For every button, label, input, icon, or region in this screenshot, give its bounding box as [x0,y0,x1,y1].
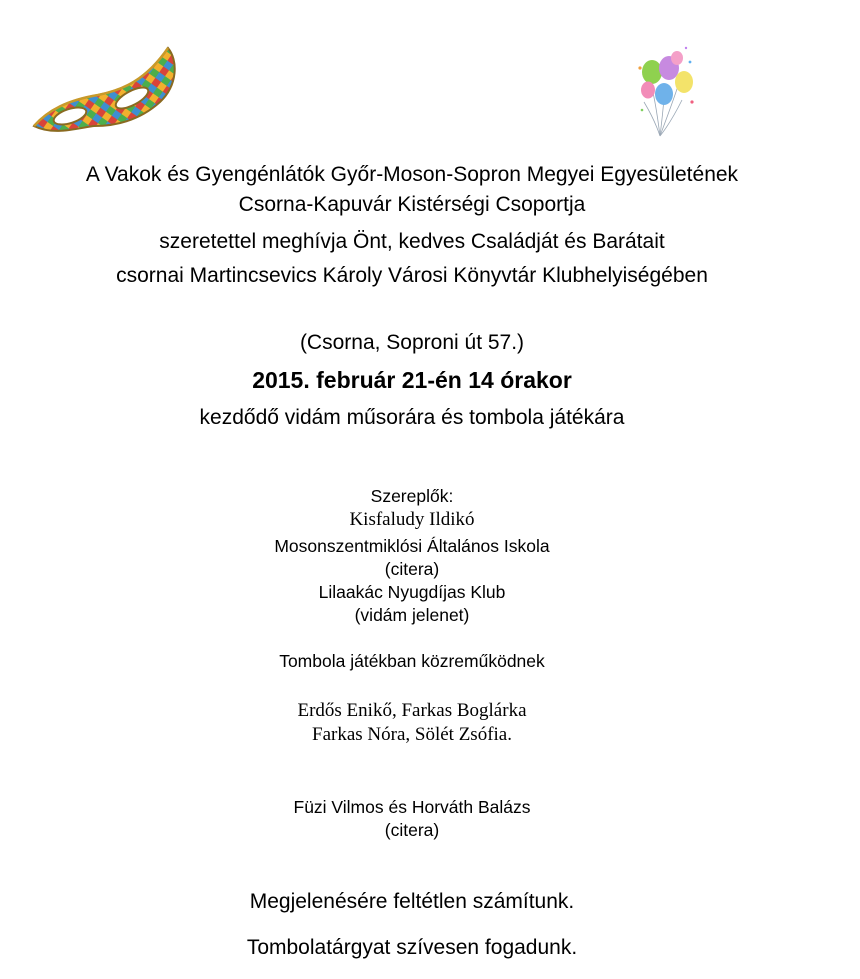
musicians-instrument: (citera) [384,820,440,840]
organization-line-2: Csorna-Kapuvár Kistérségi Csoportja [238,193,586,216]
tombola-heading: Tombola játékban közreműködnek [279,651,545,671]
performer-item: (vidám jelenet) [354,605,470,625]
invitation-line-2: csornai Martincsevics Károly Városi Könyvtár Klubhelyiségében [116,264,708,287]
performer-item: (citera) [384,559,440,579]
footer-line-2: Tombolatárgyat szívesen fogadunk. [246,936,578,959]
performer-item: Lilaakác Nyugdíjas Klub [318,582,506,602]
performer-item: Mosonszentmiklósi Általános Iskola [274,536,550,556]
musicians-names: Füzi Vilmos és Horváth Balázs [293,797,531,817]
performers-heading: Szereplők: [370,486,454,506]
invitation-line-1: szeretettel meghívja Önt, kedves Családját és Barátait [159,230,665,253]
event-description: kezdődő vidám műsorára és tombola játékára [199,406,625,429]
tombola-names-line-1: Erdős Enikő, Farkas Boglárka [297,700,527,721]
footer-line-1: Megjelenésére feltétlen számítunk. [249,890,575,913]
event-datetime: 2015. február 21-én 14 órakor [252,367,572,393]
carnival-mask-icon [28,40,180,140]
organization-line-1: A Vakok és Gyengénlátók Győr-Moson-Sopron Megyei Egyesületének [85,163,739,186]
balloons-icon [632,40,702,140]
event-address: (Csorna, Soproni út 57.) [299,331,525,354]
tombola-names-line-2: Farkas Nóra, Sölét Zsófia. [312,724,512,745]
performer-item: Kisfaludy Ildikó [349,509,475,530]
